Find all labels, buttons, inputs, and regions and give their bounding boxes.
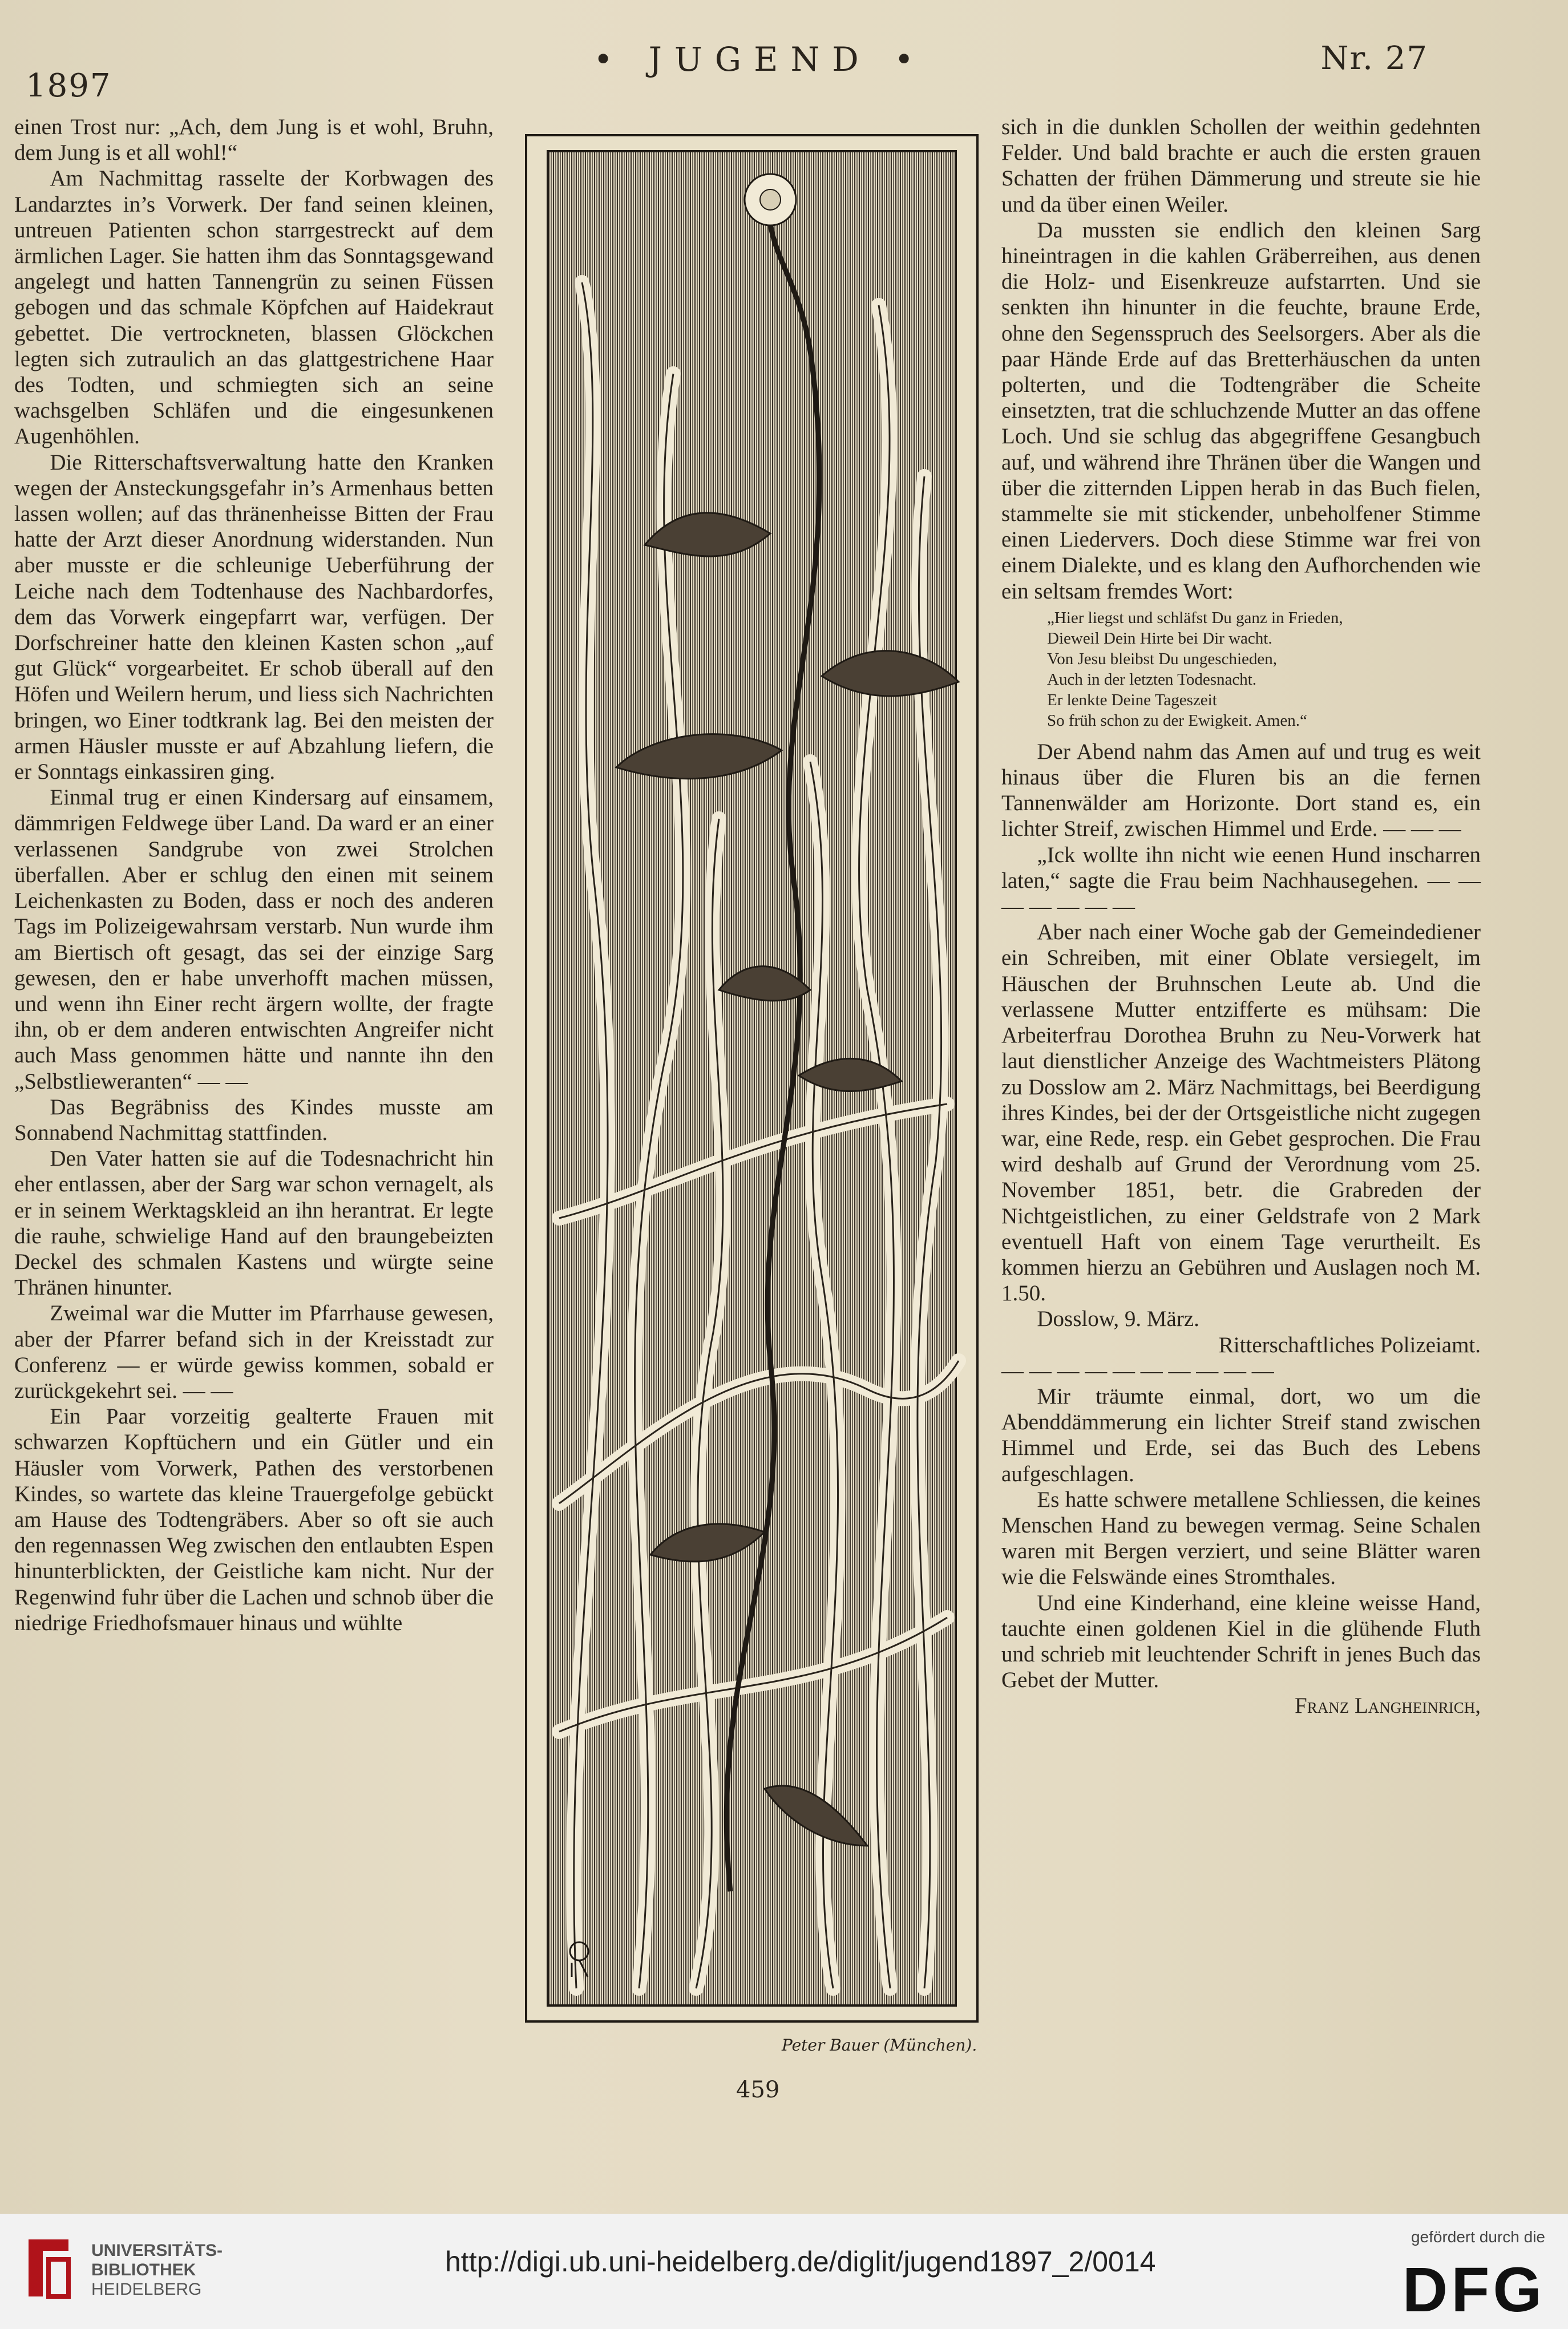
verse-line: So früh schon zu der Ewigkeit. Amen.“: [1047, 711, 1307, 730]
paragraph: sich in die dunklen Schollen der weithin gedehnten Felder. Und bald brachte er auch die ersten grauen Schatten der frühen Dämmerung und streute sie hie und da über einen Weiler.: [1001, 115, 1481, 217]
paragraph: einen Trost nur: „Ach, dem Jung is et wohl, Bruhn, dem Jung is et all wohl!“: [14, 115, 494, 165]
paragraph: Einmal trug er einen Kindersarg auf einsamem, dämmrigen Feldwege über Land. Da ward er an einer verlassenen Sandgrube von zwei Strolchen überfallen. Aber er schlug den einen mit seinem Leichenkasten zu Boden, dass er noch des anderen Tags im Polizeigewahrsam verstarb. Nun wurde ihm am Biertisch oft gesagt, das sei der einzige Sarg gewesen, den er habe unverhofft machen müssen, und wenn ihn Einer recht ärgern wollte, der fragte ihn, ob er dem anderen entwischten Angreifer nicht auch Mass genommen hätte und nannte ihn den „Selbstlieweranten“ — —: [14, 785, 494, 1094]
paragraph: Ein Paar vorzeitig gealterte Frauen mit schwarzen Kopftüchern und ein Gütler und ein Häusler vom Vorwerk, Pathen des verstorbenen Kindes, so wartete das kleine Trauergefolge gebückt am Hause des Todtengräbers. Aber so oft sie auch den regennassen Weg zwischen den entlaubten Espen hinunterblickten, der Geistliche kam nicht. Nur der Regenwind fuhr über die Lachen und schnob über die niedrige Friedhofsmauer hinaus und wühlte: [14, 1404, 494, 1635]
verse-line: Dieweil Dein Hirte bei Dir wacht.: [1047, 629, 1272, 648]
paragraph: — — — — — — — — — —: [1001, 1358, 1274, 1383]
paragraph: Und eine Kinderhand, eine kleine weisse Hand, tauchte einen goldenen Kiel in die glühende Fluth und schrieb mit leuchtender Schrift in jenes Buch das Gebet der Mutter.: [1001, 1590, 1481, 1693]
verse-line: Auch in der letzten Todesnacht.: [1047, 670, 1257, 689]
paragraph: Der Abend nahm das Amen auf und trug es weit hinaus über die Fluren bis an die fernen Tannenwälder am Horizonte. Dort stand es, ein lichter Streif, zwischen Himmel und Erde. — — —: [1001, 739, 1481, 842]
paragraph: Am Nachmittag rasselte der Korbwagen des Landarztes in’s Vorwerk. Der fand seinen kleinen, untreuen Patienten schon starrgestreckt auf dem ärmlichen Lager. Sie hatten ihm das Sonntagsgewand angelegt und hatten Tannengrün zu seinen Füssen gebogen und das schmale Köpfchen auf Haidekraut gebettet. Die vertrockneten, blassen Glöckchen legten sich zutraulich an das glattgestrichene Haar des Todten, und schmiegten sich an seine wachsgelben Schläfen und die eingesunkenen Augenhöhlen.: [14, 166, 494, 449]
paragraph: Den Vater hatten sie auf die Todesnachricht hin eher entlassen, aber der Sarg war schon vernagelt, als er in seinem Werktagskleid an ihn herantrat. Er legte die rauhe, schwielige Hand auf den braungebeizten Deckel des schmalen Kastens und würgte seine Thränen hinunter.: [14, 1146, 494, 1300]
verse-line: Er lenkte Deine Tageszeit: [1047, 690, 1217, 709]
verse-line: „Hier liegst und schläfst Du ganz in Frieden,: [1047, 608, 1343, 627]
paragraph: Mir träumte einmal, dort, wo um die Abenddämmerung ein lichter Streif stand zwischen Himmel und Erde, sei das Buch des Lebens aufgeschlagen.: [1001, 1384, 1481, 1486]
paragraph: Dosslow, 9. März.: [1037, 1307, 1199, 1332]
page-number: 459: [736, 2077, 780, 2103]
funding-note: gefördert durch die: [1411, 2228, 1545, 2246]
paragraph: „Ick wollte ihn nicht wie eenen Hund inscharren laten,“ sagte die Frau beim Nachhausegehen. — — — — — — —: [1001, 842, 1481, 919]
paragraph: Da mussten sie endlich den kleinen Sarg hineintragen in die kahlen Gräberreihen, aus denen die Holz- und Eisenkreuze aufstarrten. Und sie senkten ihn hinunter in die feuchte, braune Erde, ohne den Segensspruch des Seelsorgers. Aber als die paar Hände Erde auf das Bretterhäuschen da unten polterten, und die Todtengräber die Scheite einsetzten, trat die schluchzende Mutter an das offene Loch. Und sie schlug das abgegriffene Gesangbuch auf, und während ihre Thränen über die Wangen und über die zitternden Lippen herab in das Buch fielen, stammelte sie mit stickender, unbeholfener Stimme einen Liedervers. Doch diese Stimme war frei von einem Dialekte, und es klang den Aufhorchenden wie ein seltsam fremdes Wort:: [1001, 217, 1481, 604]
university-library-logo-icon: [17, 2228, 80, 2308]
header-issue-number: Nr. 27: [1320, 40, 1428, 77]
paragraph: Das Begräbniss des Kindes musste am Sonnabend Nachmittag stattfinden.: [14, 1094, 494, 1145]
source-url-link[interactable]: http://digi.ub.uni-heidelberg.de/diglit/jugend1897_2/0014: [445, 2246, 1156, 2278]
author-signature: Franz Langheinrich,: [1295, 1693, 1481, 1719]
hymn-verse: [1047, 608, 1481, 731]
thistle-illustration: [525, 134, 979, 2023]
paragraph: Zweimal war die Mutter im Pfarrhause gewesen, aber der Pfarrer befand sich in der Kreisstadt zur Conferenz — er würde gewiss kommen, sobald er zurückgekehrt sei. — —: [14, 1301, 494, 1403]
library-name: UNIVERSITÄTS- BIBLIOTHEK HEIDELBERG: [91, 2241, 223, 2299]
header-year: 1897: [26, 67, 112, 104]
paragraph: Aber nach einer Woche gab der Gemeindediener ein Schreiben, mit einer Oblate versiegelt, im Häuschen der Bruhnschen Leute ab. Und die verlassene Mutter entzifferte es mühsam: Die Arbeiterfrau Dorothea Bruhn zu Neu-Vorwerk hat laut dienstlicher Anzeige des Wachtmeisters Plätong zu Dosslow am 2. März Nachmittags, bei Beerdigung ihres Kindes, bei der der Ortsgeistliche nicht zugegen war, eine Rede, resp. ein Gebet gesprochen. Die Frau wird deshalb auf Grund der Verordnung vom 25. November 1851, betr. die Grabreden der Nichtgeistlichen, zu einer Geldstrafe von 2 Mark eventuell Haft von einem Tage verurtheilt. Es kommen hierzu an Gebühren und Auslagen noch M. 1.50.: [1001, 920, 1481, 1306]
header-title: • JUGEND •: [593, 40, 927, 79]
right-text-column: [1001, 114, 1481, 1719]
verse-line: Von Jesu bleibst Du ungeschieden,: [1047, 649, 1277, 668]
illustration-credit: Peter Bauer (München).: [782, 2036, 977, 2055]
paragraph: Es hatte schwere metallene Schliessen, die keines Menschen Hand zu bewegen vermag. Seine Schalen waren mit Bergen verziert, und seine Blätter waren wie die Felswände eines Stromthales.: [1001, 1487, 1481, 1590]
left-text-column: [14, 114, 494, 1636]
paragraph: Die Ritterschaftsverwaltung hatte den Kranken wegen der Ansteckungsgefahr in’s Armenhaus betten lassen wollen; auf das thränenheisse Bitten der Frau hatte der Arzt dieser Anordnung widerstanden. Nun aber musste er die schleunige Ueberführung der Leiche nach dem Todtenhause des Nachbardorfes, dem das Vorwerk eingepfarrt war, verfügen. Der Dorfschreiner hatte den kleinen Kasten schon „auf gut Glück“ vorgearbeitet. Er schob überall auf den Höfen und Weilern herum, und liess sich Nachrichten bringen, wo Einer todtkrank lag. Bei den meisten der armen Häusler musste er auf Abzahlung liefern, die er Sonntags einkassiren ging.: [14, 450, 494, 785]
thistle-flower-icon: [745, 174, 796, 225]
dfg-logo: DFG: [1402, 2255, 1545, 2325]
paragraph: Ritterschaftliches Polizeiamt.: [1218, 1332, 1481, 1357]
